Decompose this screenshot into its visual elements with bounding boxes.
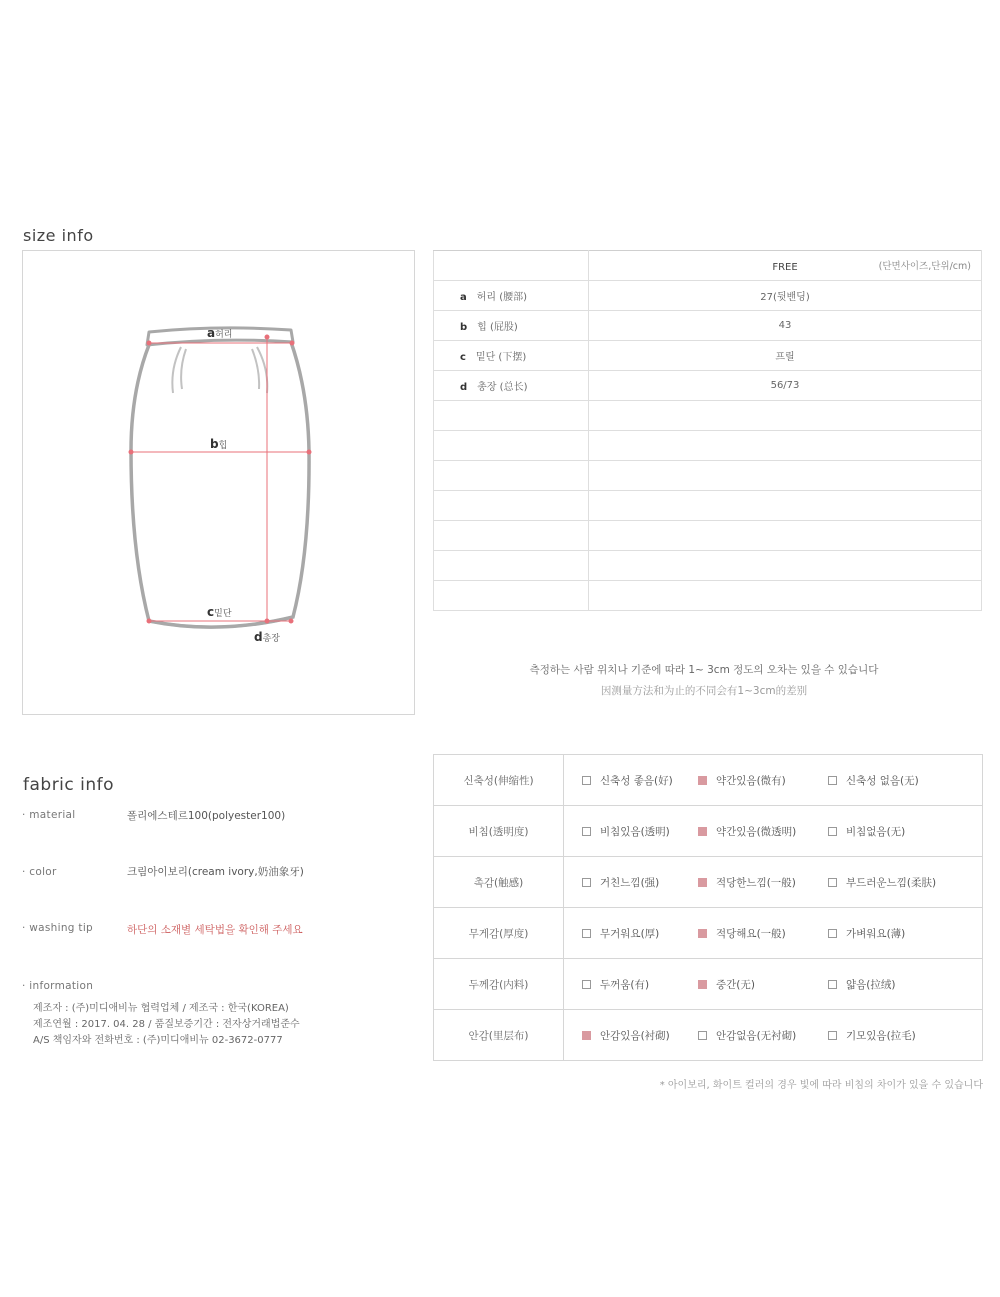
washing-tip-value: 하단의 소재별 세탁법을 확인해 주세요 — [127, 924, 303, 936]
checkbox-icon[interactable] — [828, 827, 837, 836]
size-table-header-row — [434, 251, 982, 281]
option-item[interactable]: 안감없음(无衬砌) — [698, 1010, 796, 1060]
option-item[interactable]: 적당한느낌(一般) — [698, 857, 796, 907]
size-row-empty — [434, 491, 982, 521]
checkbox-icon[interactable] — [828, 878, 837, 887]
size-row-empty — [434, 551, 982, 581]
checkbox-icon[interactable] — [582, 929, 591, 938]
measure-note-korean: 측정하는 사람 위치나 기준에 따라 1~ 3cm 정도의 오차는 있을 수 있습니다 — [529, 664, 879, 676]
measure-note-chinese: 因测量方法和为止的不同会有1~3cm的差别 — [600, 685, 808, 697]
option-item[interactable]: 신축성 없음(无) — [828, 755, 919, 805]
label-c-hem: c밑단 — [207, 605, 232, 619]
size-row-b: b 힙 (屁股) 43 — [434, 311, 982, 341]
fabric-transparency-note: * 아이보리, 화이트 컬러의 경우 빛에 따라 비침의 차이가 있을 수 있습니다 — [659, 1080, 983, 1091]
fabric-row-label: 무게감(厚度) — [434, 908, 564, 959]
option-item[interactable]: 얇음(拉绒) — [828, 959, 895, 1009]
material-value: 폴리에스테르100(polyester100) — [127, 810, 286, 822]
size-row-c: c 밑단 (下摆) 프릴 — [434, 341, 982, 371]
checkbox-checked-icon[interactable] — [698, 827, 707, 836]
size-row-empty — [434, 461, 982, 491]
fabric-row-thickness — [434, 959, 983, 1010]
fabric-row-label: 두께감(内料) — [434, 959, 564, 1010]
info-as-contact: A/S 책임자와 전화번호 : (주)미디애비뉴 02-3672-0777 — [33, 1035, 283, 1046]
size-row-empty — [434, 401, 982, 431]
size-row-empty — [434, 521, 982, 551]
size-row-empty — [434, 581, 982, 611]
option-item[interactable]: 신축성 좋음(好) — [582, 755, 673, 805]
checkbox-icon[interactable] — [698, 1031, 707, 1040]
option-item[interactable]: 무거워요(厚) — [582, 908, 659, 958]
fabric-row-label: 신축성(伸缩性) — [434, 755, 564, 806]
size-row-a: a 허리 (腰部) 27(뒷밴딩) — [434, 281, 982, 311]
size-row-empty — [434, 431, 982, 461]
label-d-length: d총장 — [254, 630, 280, 644]
option-item[interactable]: 거친느낌(强) — [582, 857, 659, 907]
checkbox-icon[interactable] — [828, 1031, 837, 1040]
size-value: 27(뒷밴딩) — [589, 281, 982, 311]
fabric-row-lining — [434, 1010, 983, 1061]
option-item[interactable]: 약간있음(微透明) — [698, 806, 796, 856]
checkbox-icon[interactable] — [582, 878, 591, 887]
skirt-diagram — [22, 250, 415, 715]
info-manufacturer: 제조자 : (주)미디애비뉴 협력업체 / 제조국 : 한국(KOREA) — [33, 1003, 289, 1014]
option-item[interactable]: 가벼워요(薄) — [828, 908, 905, 958]
option-item[interactable]: 안감있음(衬砌) — [582, 1010, 670, 1060]
fabric-info-title: fabric info — [23, 775, 115, 795]
checkbox-checked-icon[interactable] — [582, 1031, 591, 1040]
color-label: · color — [22, 866, 57, 878]
label-b-hip: b힙 — [210, 437, 228, 451]
unit-note: (단면사이즈,단위/cm) — [878, 261, 971, 272]
option-item[interactable]: 두꺼움(有) — [582, 959, 649, 1009]
option-item[interactable]: 부드러운느낌(柔肤) — [828, 857, 936, 907]
checkbox-checked-icon[interactable] — [698, 776, 707, 785]
material-label: · material — [22, 809, 76, 821]
fabric-row-label: 안감(里层布) — [434, 1010, 564, 1061]
fabric-row-elasticity — [434, 755, 983, 806]
skirt-outline-illustration — [23, 251, 416, 716]
size-row-d: d 총장 (总长) 56/73 — [434, 371, 982, 401]
fabric-row-label: 촉감(触感) — [434, 857, 564, 908]
fabric-row-texture — [434, 857, 983, 908]
option-item[interactable]: 비침있음(透明) — [582, 806, 670, 856]
size-info-title: size info — [23, 226, 94, 245]
fabric-row-weight — [434, 908, 983, 959]
size-value: 프릴 — [589, 341, 982, 371]
information-block — [33, 1001, 300, 1049]
information-label: · information — [22, 980, 94, 992]
checkbox-icon[interactable] — [828, 980, 837, 989]
option-item[interactable]: 적당해요(一般) — [698, 908, 786, 958]
washing-tip-label: · washing tip — [22, 922, 93, 934]
info-date-warranty: 제조연월 : 2017. 04. 28 / 품질보증기간 : 전자상거래법준수 — [33, 1019, 300, 1030]
checkbox-icon[interactable] — [582, 827, 591, 836]
fabric-row-transparency — [434, 806, 983, 857]
checkbox-checked-icon[interactable] — [698, 929, 707, 938]
option-item[interactable]: 비침없음(无) — [828, 806, 905, 856]
option-item[interactable]: 기모있음(拉毛) — [828, 1010, 916, 1060]
option-item[interactable]: 약간있음(微有) — [698, 755, 786, 805]
size-value: 56/73 — [589, 371, 982, 401]
checkbox-icon[interactable] — [582, 776, 591, 785]
checkbox-icon[interactable] — [582, 980, 591, 989]
size-free-header: FREE — [772, 262, 798, 273]
option-item[interactable]: 중간(无) — [698, 959, 755, 1009]
size-table — [433, 250, 982, 611]
label-a-waist: a허리 — [207, 326, 233, 340]
fabric-row-label: 비침(透明度) — [434, 806, 564, 857]
checkbox-checked-icon[interactable] — [698, 980, 707, 989]
color-value: 크림아이보리(cream ivory,奶油象牙) — [127, 866, 304, 878]
checkbox-icon[interactable] — [828, 776, 837, 785]
checkbox-checked-icon[interactable] — [698, 878, 707, 887]
checkbox-icon[interactable] — [828, 929, 837, 938]
size-value: 43 — [589, 311, 982, 341]
fabric-table — [433, 754, 983, 1061]
